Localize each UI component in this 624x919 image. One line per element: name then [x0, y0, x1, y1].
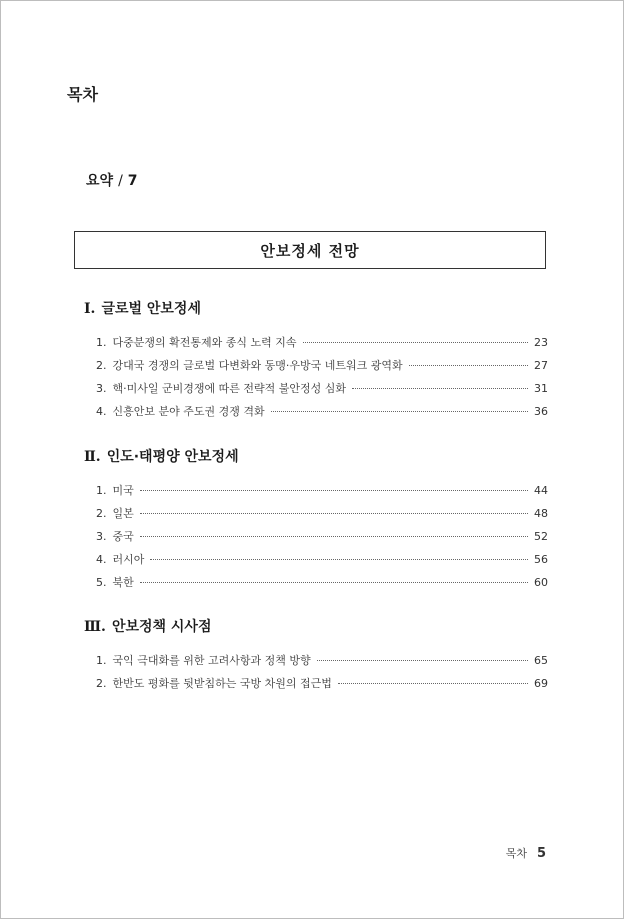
toc-heading: 목차 [67, 85, 98, 104]
dot-leader [352, 388, 528, 389]
entry-page: 36 [534, 405, 548, 418]
entry-number: 1. [96, 336, 107, 349]
footer-page-number: 5 [536, 846, 546, 861]
part-title-box [74, 231, 546, 269]
toc-entry[interactable] [84, 482, 548, 505]
entry-title: 국익 극대화를 위한 고려사항과 정책 방향 [112, 654, 311, 667]
section-policy [84, 618, 548, 698]
toc-entry[interactable] [84, 574, 548, 597]
section-numeral: Ⅲ. [84, 619, 106, 635]
entry-title: 러시아 [112, 553, 145, 566]
toc-entry[interactable] [84, 551, 548, 574]
entry-title: 강대국 경쟁의 글로벌 다변화와 동맹·우방국 네트워크 광역화 [112, 359, 403, 372]
entry-title: 미국 [112, 484, 134, 497]
summary-label: 요약 [86, 173, 114, 189]
entry-number: 1. [96, 654, 107, 667]
entry-title: 핵·미사일 군비경쟁에 따른 전략적 불안정성 심화 [112, 382, 346, 395]
dot-leader [409, 365, 528, 366]
dot-leader [140, 582, 528, 583]
section-title [84, 448, 548, 466]
entry-page: 56 [534, 553, 548, 566]
summary-separator: / [118, 173, 123, 189]
entry-number: 1. [96, 484, 107, 497]
section-title-text: 안보정책 시사점 [111, 619, 212, 635]
entry-number: 5. [96, 576, 107, 589]
section-numeral: Ⅱ. [84, 449, 101, 465]
entry-page: 31 [534, 382, 548, 395]
toc-entry[interactable] [84, 334, 548, 357]
dot-leader [140, 513, 528, 514]
page-footer [506, 845, 546, 861]
entry-page: 52 [534, 530, 548, 543]
entry-number: 4. [96, 553, 107, 566]
entry-title: 다중분쟁의 확전통제와 종식 노력 지속 [112, 336, 297, 349]
entry-page: 69 [534, 677, 548, 690]
entry-number: 2. [96, 507, 107, 520]
dot-leader [338, 683, 528, 684]
section-numeral: Ⅰ. [84, 301, 96, 317]
summary-entry[interactable] [86, 170, 138, 190]
section-title [84, 300, 548, 318]
toc-entry[interactable] [84, 505, 548, 528]
footer-label: 목차 [505, 847, 527, 860]
section-title [84, 618, 548, 636]
entry-number: 2. [96, 359, 107, 372]
toc-entry[interactable] [84, 380, 548, 403]
toc-entry[interactable] [84, 528, 548, 551]
part-title: 안보정세 전망 [260, 241, 360, 260]
toc-entry[interactable] [84, 652, 548, 675]
dot-leader [317, 660, 528, 661]
entry-title: 북한 [112, 576, 134, 589]
entry-number: 3. [96, 382, 107, 395]
entry-page: 48 [534, 507, 548, 520]
entry-title: 한반도 평화를 뒷받침하는 국방 차원의 접근법 [112, 677, 332, 690]
entry-page: 65 [534, 654, 548, 667]
section-title-text: 글로벌 안보정세 [101, 301, 201, 317]
entry-number: 3. [96, 530, 107, 543]
entry-page: 60 [534, 576, 548, 589]
entry-title: 중국 [112, 530, 134, 543]
entry-title: 신흥안보 분야 주도권 경쟁 격화 [112, 405, 265, 418]
toc-entry[interactable] [84, 357, 548, 380]
dot-leader [140, 536, 528, 537]
summary-page: 7 [127, 173, 138, 189]
dot-leader [150, 559, 528, 560]
dot-leader [303, 342, 528, 343]
entry-number: 4. [96, 405, 107, 418]
entry-number: 2. [96, 677, 107, 690]
section-global [84, 300, 548, 426]
toc-entry[interactable] [84, 675, 548, 698]
dot-leader [140, 490, 528, 491]
section-indo-pacific [84, 448, 548, 597]
section-title-text: 인도·태평양 안보정세 [106, 449, 239, 465]
toc-entry[interactable] [84, 403, 548, 426]
entry-page: 44 [534, 484, 548, 497]
entry-title: 일본 [112, 507, 134, 520]
entry-page: 23 [534, 336, 548, 349]
entry-page: 27 [534, 359, 548, 372]
dot-leader [271, 411, 528, 412]
